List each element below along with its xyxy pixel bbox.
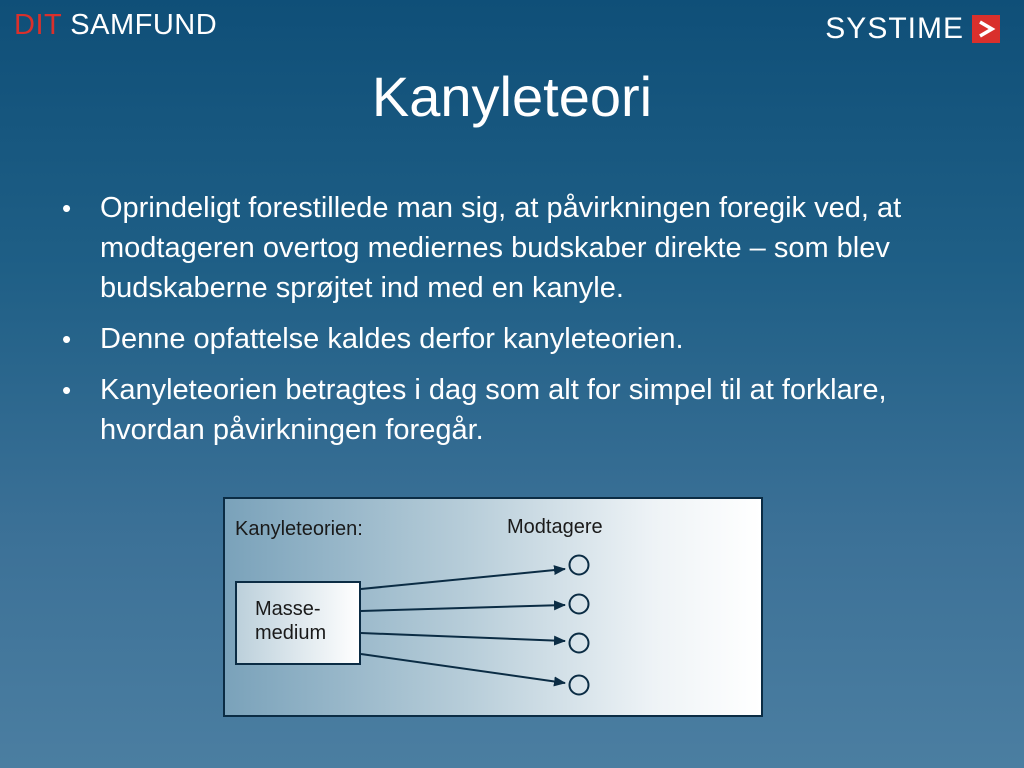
bullet-list: [58, 188, 958, 461]
arrow-2: [361, 605, 565, 611]
bullet-item: [58, 319, 958, 359]
medium-label-line2: medium: [255, 622, 327, 644]
bullet-dot-icon: •: [62, 193, 72, 223]
logo-systime-text: SYSTIME: [825, 12, 964, 45]
logo-dit: DIT: [14, 9, 62, 41]
arrow-1: [361, 569, 565, 589]
receivers-label: Modtagere: [507, 516, 603, 538]
bullet-dot-icon: •: [62, 324, 72, 354]
systime-logo: [825, 12, 1000, 46]
medium-label-line1: Masse-: [255, 598, 321, 620]
arrow-3: [361, 633, 565, 641]
diagram-heading: Kanyleteorien:: [235, 518, 363, 540]
mass-medium-box: [235, 581, 361, 665]
logo-arrow-icon: [972, 15, 1000, 43]
receiver-circle: [570, 676, 589, 695]
receiver-circle: [570, 556, 589, 575]
bullet-item: [58, 370, 958, 450]
dit-samfund-logo: [14, 7, 217, 43]
hypodermic-needle-diagram: [223, 497, 763, 717]
bullet-item: [58, 188, 958, 308]
bullet-text: Denne opfattelse kaldes derfor kanyleteorien.: [100, 323, 684, 355]
bullet-text: Kanyleteorien betragtes i dag som alt for simpel til at forklare, hvordan påvirkningen foregår.: [100, 374, 887, 446]
arrow-4: [361, 654, 565, 683]
receiver-circle: [570, 595, 589, 614]
bullet-dot-icon: •: [62, 375, 72, 405]
bullet-text: Oprindeligt forestillede man sig, at påvirkningen foregik ved, at modtageren overtog mediernes budskaber direkte – som blev budskaberne sprøjtet ind med en kanyle.: [100, 192, 902, 304]
logo-samfund: SAMFUND: [70, 9, 218, 41]
slide-title: Kanyleteori: [371, 65, 653, 128]
receiver-circle: [570, 634, 589, 653]
